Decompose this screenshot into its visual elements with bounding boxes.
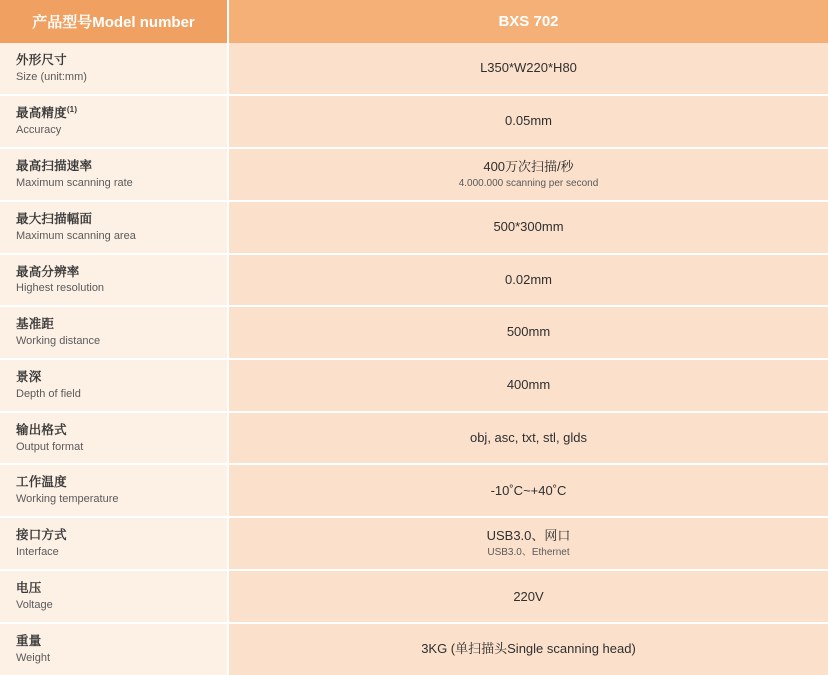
spec-label-en: Maximum scanning rate <box>16 176 133 189</box>
spec-label-cell <box>0 43 228 95</box>
spec-value-cell <box>228 201 828 254</box>
spec-value-cell <box>228 95 828 148</box>
spec-value-main: 3KG (单扫描头Single scanning head) <box>421 641 636 657</box>
table-row <box>0 464 828 517</box>
spec-label-cell <box>0 148 228 201</box>
spec-label-cell <box>0 201 228 254</box>
spec-value-cell <box>228 148 828 201</box>
spec-value-sub: USB3.0、Ethernet <box>487 547 570 559</box>
spec-label-cn: 最高分辨率 <box>16 264 80 279</box>
spec-value-cell <box>228 517 828 570</box>
spec-value-main: 500mm <box>506 324 551 340</box>
spec-label-cell <box>0 464 228 517</box>
spec-label-en: Interface <box>16 546 59 559</box>
spec-label-cn: 工作温度 <box>16 475 67 490</box>
spec-label-cn: 接口方式 <box>16 528 67 543</box>
spec-label-cell <box>0 359 228 412</box>
spec-label-en: Accuracy <box>16 123 62 136</box>
spec-value-main: 400万次扫描/秒 <box>483 158 574 174</box>
spec-label-en: Weight <box>16 651 51 664</box>
table-row <box>0 412 828 465</box>
spec-label-cell <box>0 306 228 359</box>
header-label-en: Model number <box>92 14 195 31</box>
spec-label-en: Highest resolution <box>16 282 105 295</box>
table-row <box>0 306 828 359</box>
spec-value-cell <box>228 464 828 517</box>
spec-label-en: Depth of field <box>16 387 81 400</box>
spec-label-en: Size (unit:mm) <box>16 70 87 83</box>
spec-value-cell <box>228 43 828 95</box>
spec-label-footnote-marker: (1) <box>66 104 78 114</box>
spec-label-cell <box>0 254 228 307</box>
spec-value-main: USB3.0、网口 <box>486 528 571 544</box>
spec-label-en: Voltage <box>16 599 53 612</box>
spec-label-cn: 输出格式 <box>16 422 67 437</box>
spec-value-main: 0.02mm <box>505 271 552 287</box>
spec-label-cn: 基准距 <box>16 317 55 332</box>
spec-value-main: -10˚C~+40˚C <box>490 482 567 498</box>
spec-value-main: 400mm <box>506 377 551 393</box>
spec-label-cell <box>0 517 228 570</box>
spec-value-cell <box>228 623 828 675</box>
header-label-cn: 产品型号 <box>32 14 93 31</box>
spec-value-main: 500*300mm <box>493 219 564 235</box>
spec-label-en: Output format <box>16 440 84 453</box>
spec-label-cell <box>0 570 228 623</box>
spec-value-main: obj, asc, txt, stl, glds <box>469 429 588 445</box>
spec-value-cell <box>228 570 828 623</box>
spec-label-cn: 电压 <box>16 581 42 596</box>
spec-value-cell <box>228 359 828 412</box>
table-header-row <box>0 0 828 43</box>
table-row <box>0 623 828 675</box>
table-row <box>0 148 828 201</box>
spec-value-main: 220V <box>513 588 544 604</box>
table-row <box>0 201 828 254</box>
spec-value-cell <box>228 254 828 307</box>
spec-value-sub: 4.000.000 scanning per second <box>458 177 599 189</box>
spec-value-cell <box>228 412 828 465</box>
table-row <box>0 359 828 412</box>
spec-value-main: L350*W220*H80 <box>480 60 577 76</box>
spec-value-main: 0.05mm <box>505 113 552 129</box>
spec-label-en: Working distance <box>16 335 101 348</box>
spec-label-cn: 最大扫描幅面 <box>16 211 93 226</box>
spec-label-cn: 外形尺寸 <box>16 53 67 67</box>
table-row <box>0 254 828 307</box>
spec-label-cn: 重量 <box>16 634 42 648</box>
spec-label-cn: 最高扫描速率 <box>16 158 93 173</box>
spec-label-cell <box>0 95 228 148</box>
spec-value-cell <box>228 306 828 359</box>
header-value-cell: BXS 702 <box>228 0 828 43</box>
spec-label-en: Working temperature <box>16 493 119 506</box>
spec-label-cn: 景深 <box>16 369 42 384</box>
header-label-cell <box>0 0 228 43</box>
spec-label-cn: 最高精度$^{(1)}$ <box>16 104 78 120</box>
table-row <box>0 517 828 570</box>
spec-label-en: Maximum scanning area <box>16 229 136 242</box>
spec-label-cell <box>0 623 228 675</box>
spec-label-cell <box>0 412 228 465</box>
table-row <box>0 43 828 95</box>
table-row <box>0 95 828 148</box>
table-row <box>0 570 828 623</box>
